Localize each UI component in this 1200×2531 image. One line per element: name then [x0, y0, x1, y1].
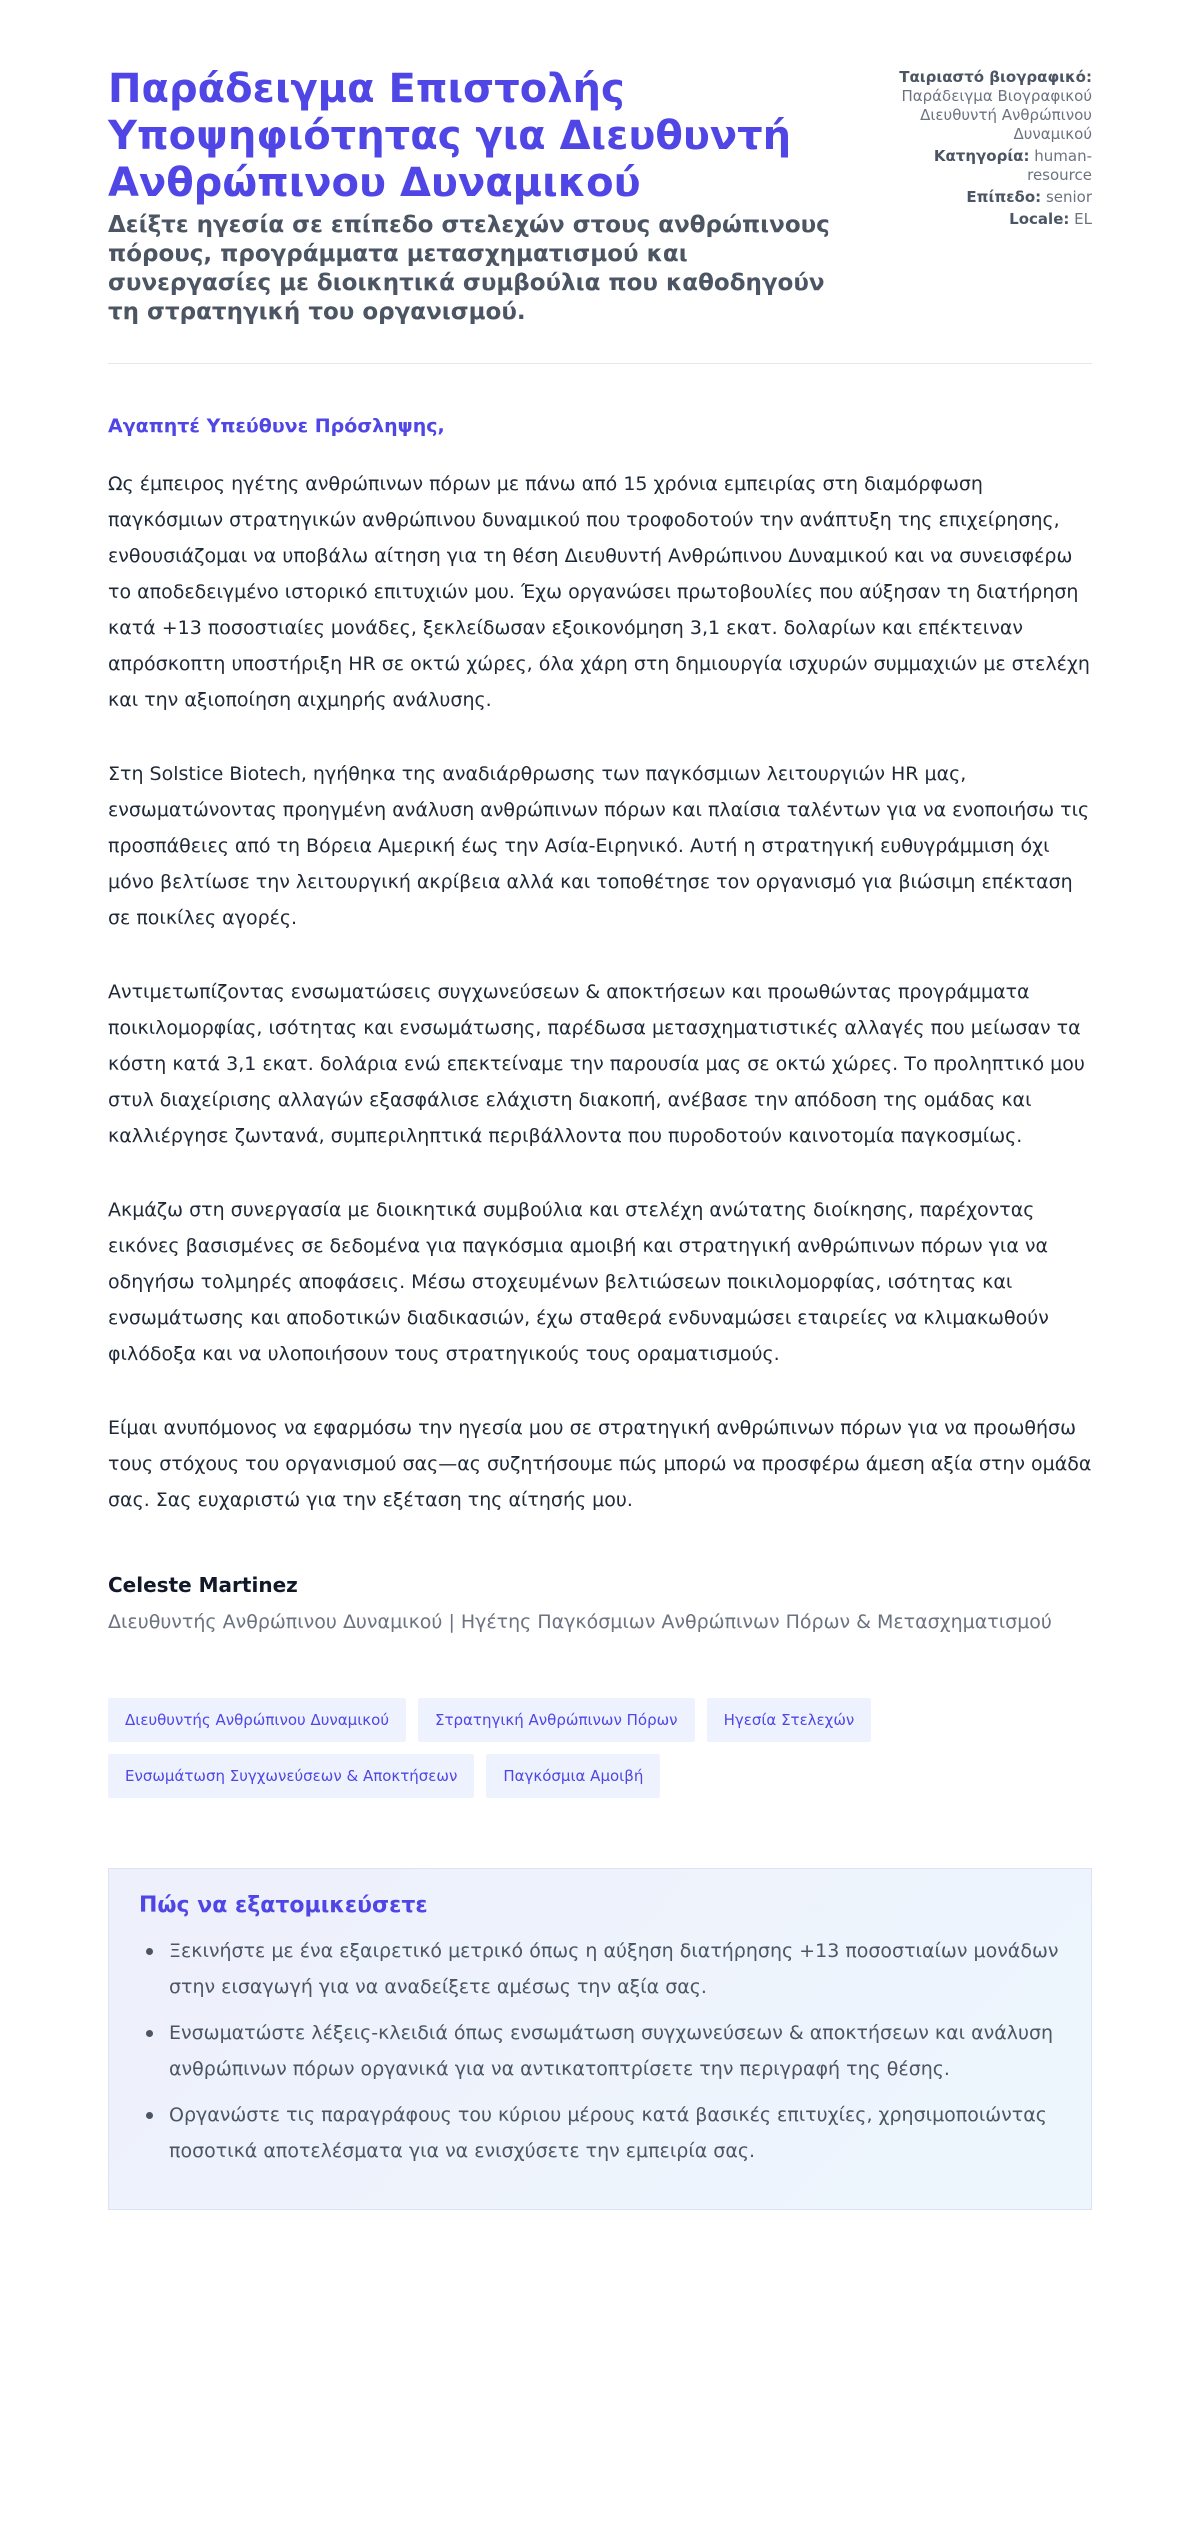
page-subtitle: Δείξτε ηγεσία σε επίπεδο στελεχών στους ανθρώπινους πόρους, προγράμματα μετασχηματισμού και συνεργασίες με διοικητικά συμβούλια που καθοδηγούν τη στρατηγική του οργανισμού.	[108, 212, 830, 325]
tag-list	[108, 1698, 1008, 1798]
tips-title: Πώς να εξατομικεύσετε	[139, 1893, 428, 1918]
letter-paragraph: Ακμάζω στη συνεργασία με διοικητικά συμβούλια και στελέχη ανώτατης διοίκησης, παρέχοντας εικόνες βασισμένες σε δεδομένα για παγκόσμια αμοιβή και στρατηγική ανθρώπινων πόρων για να οδηγήσω τολμηρές αποφάσεις. Μέσω στοχευμένων βελτιώσεων ποικιλομορφίας, ισότητας και ενσωμάτωσης και αποδοτικών διαδικασιών, έχω σταθερά ενδυναμώσει εταιρείες να κλιμακωθούν φιλόδοξα και να υλοποιήσουν τους στρατηγικούς τους οραματισμούς.	[108, 1199, 1049, 1365]
meta-level-label: Επίπεδο:	[966, 188, 1042, 206]
signature-block	[108, 1572, 1092, 1640]
tag-chip[interactable]: Ηγεσία Στελεχών	[707, 1698, 872, 1742]
tip-item: Οργανώστε τις παραγράφους του κύριου μέρους κατά βασικές επιτυχίες, χρησιμοποιώντας ποσοτικά αποτελέσματα για να ενισχύσετε την εμπειρία σας.	[139, 2097, 1061, 2169]
tip-item: Ξεκινήστε με ένα εξαιρετικό μετρικό όπως η αύξηση διατήρησης +13 ποσοστιαίων μονάδων στην εισαγωγή για να αναδείξετε αμέσως την αξία σας.	[139, 1933, 1061, 2005]
personalize-tips-box	[108, 1868, 1092, 2210]
letter-paragraph: Είμαι ανυπόμονος να εφαρμόσω την ηγεσία μου σε στρατηγική ανθρώπινων πόρων για να προωθήσω τους στόχους του οργανισμού σας—ας συζητήσουμε πώς μπορώ να προσφέρω άμεση αξία στην ομάδα σας. Σας ευχαριστώ για την εξέταση της αίτησής μου.	[108, 1417, 1092, 1511]
letter-salutation: Αγαπητέ Υπεύθυνε Πρόσληψης,	[108, 415, 445, 437]
tag-chip[interactable]: Ενσωμάτωση Συγχωνεύσεων & Αποκτήσεων	[108, 1754, 474, 1798]
page-title: Παράδειγμα Επιστολής Υποψηφιότητας για Διευθυντή Ανθρώπινου Δυναμικού	[108, 66, 792, 206]
letter-paragraph: Ως έμπειρος ηγέτης ανθρώπινων πόρων με πάνω από 15 χρόνια εμπειρίας στη διαμόρφωση παγκόσμιων στρατηγικών ανθρώπινου δυναμικού που τροφοδοτούν την ανάπτυξη της επιχείρησης, ενθουσιάζομαι να υποβάλω αίτηση για τη θέση Διευθυντή Ανθρώπινου Δυναμικού και να συνεισφέρω το αποδεδειγμένο ιστορικό επιτυχιών μου. Έχω οργανώσει πρωτοβουλίες που αύξησαν τη διατήρηση κατά +13 ποσοστιαίες μονάδες, ξεκλείδωσαν εξοικονόμηση 3,1 εκατ. δολαρίων και επέκτειναν απρόσκοπτη υποστήριξη HR σε οκτώ χώρες, όλα χάρη στη δημιουργία ισχυρών συμμαχιών με στελέχη και την αξιοποίηση αιχμηρής ανάλυσης.	[108, 473, 1090, 711]
meta-locale	[872, 210, 1092, 229]
meta-locale-value: EL	[1074, 210, 1092, 228]
meta-level	[872, 188, 1092, 207]
tag-chip[interactable]: Παγκόσμια Αμοιβή	[486, 1754, 660, 1798]
letter-paragraph: Στη Solstice Biotech, ηγήθηκα της αναδιάρθρωσης των παγκόσμιων λειτουργιών HR μας, ενσωματώνοντας προηγμένη ανάλυση ανθρώπινων πόρων και πλαίσια ταλέντων για να ενοποιήσω τις προσπάθειες από τη Βόρεια Αμερική έως την Ασία-Ειρηνικό. Αυτή η στρατηγική ευθυγράμμιση όχι μόνο βελτίωσε την λειτουργική ακρίβεια αλλά και τοποθέτησε τον οργανισμό για βιώσιμη επέκταση σε ποικίλες αγορές.	[108, 763, 1090, 929]
tips-list	[139, 1933, 1061, 2169]
page-header	[108, 66, 1092, 364]
meta-category	[872, 147, 1092, 185]
meta-category-value: human-resource	[1027, 147, 1092, 184]
meta-locale-label: Locale:	[1009, 210, 1070, 228]
header-titles	[108, 66, 848, 327]
signature-role: Διευθυντής Ανθρώπινου Δυναμικού | Ηγέτης Παγκόσμιων Ανθρώπινων Πόρων & Μετασχηματισμού	[108, 1611, 1052, 1633]
letter-body	[108, 466, 1092, 1518]
signature-name: Celeste Martinez	[108, 1573, 298, 1597]
meta-panel	[872, 68, 1092, 232]
meta-biography-label: Ταιριαστό βιογραφικό:	[899, 68, 1092, 86]
tip-item: Ενσωματώστε λέξεις-κλειδιά όπως ενσωμάτωση συγχωνεύσεων & αποκτήσεων και ανάλυση ανθρώπινων πόρων οργανικά για να αντικατοπτρίσετε την περιγραφή της θέσης.	[139, 2015, 1061, 2087]
tag-chip[interactable]: Στρατηγική Ανθρώπινων Πόρων	[418, 1698, 695, 1742]
meta-level-value: senior	[1045, 188, 1092, 206]
meta-biography-value: Παράδειγμα Βιογραφικού Διευθυντή Ανθρώπινου Δυναμικού	[901, 87, 1092, 143]
tag-chip[interactable]: Διευθυντής Ανθρώπινου Δυναμικού	[108, 1698, 406, 1742]
letter-paragraph: Αντιμετωπίζοντας ενσωματώσεις συγχωνεύσεων & αποκτήσεων και προωθώντας προγράμματα ποικιλομορφίας, ισότητας και ενσωμάτωσης, παρέδωσα μετασχηματιστικές αλλαγές που μείωσαν τα κόστη κατά 3,1 εκατ. δολάρια ενώ επεκτείναμε την παρουσία μας σε οκτώ χώρες. Το προληπτικό μου στυλ διαχείρισης αλλαγών εξασφάλισε ελάχιστη διακοπή, ανέβασε την απόδοση της ομάδας και καλλιέργησε ζωντανά, συμπεριληπτικά περιβάλλοντα που πυροδοτούν καινοτομία παγκοσμίως.	[108, 981, 1085, 1147]
meta-biography	[872, 68, 1092, 144]
meta-category-label: Κατηγορία:	[933, 147, 1030, 165]
